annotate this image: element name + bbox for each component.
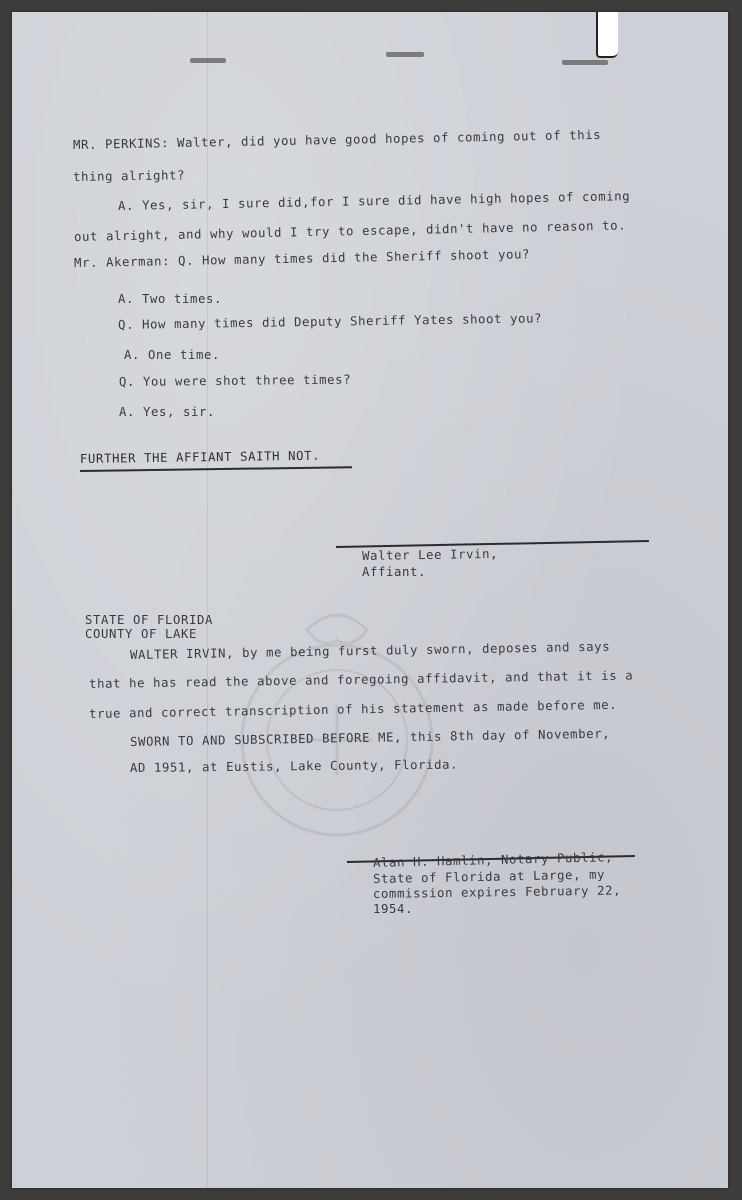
jurat-line: that he has read the above and foregoing affidavit, and that it is a — [88, 668, 634, 691]
transcript-line: out alright, and why would I try to escape, didn't have no reason to. — [73, 218, 627, 244]
notary-line: 1954. — [373, 902, 414, 916]
notary-line: State of Florida at Large, my — [372, 867, 606, 886]
closing-statement: FURTHER THE AFFIANT SAITH NOT. — [79, 448, 321, 466]
transcript-line: A. One time. — [124, 348, 221, 362]
notary-seal-emboss — [232, 590, 442, 860]
state-label: STATE OF FLORIDA — [85, 613, 214, 627]
notary-line: Alan H. Hamlin, Notary Public, — [372, 850, 614, 870]
jurat-line: true and correct transcription of his statement as made before me. — [88, 697, 618, 721]
document-page — [12, 12, 728, 1188]
closing-underline — [80, 466, 352, 472]
transcript-line: A. Yes, sir. — [119, 405, 216, 419]
jurat-line: AD 1951, at Eustis, Lake County, Florida. — [129, 757, 459, 775]
transcript-line: A. Yes, sir, I sure did,for I sure did have high hopes of coming — [117, 189, 631, 213]
torn-corner — [596, 12, 618, 58]
transcript-line: Mr. Akerman: Q. How many times did the Sheriff shoot you? — [73, 247, 531, 270]
transcript-line: Q. You were shot three times? — [118, 372, 352, 389]
affiant-title: Affiant. — [362, 565, 427, 579]
transcript-line: Q. How many times did Deputy Sheriff Yates shoot you? — [117, 311, 543, 332]
affiant-name: Walter Lee Irvin, — [361, 546, 499, 563]
punch-mark — [190, 58, 226, 63]
transcript-line: MR. PERKINS: Walter, did you have good hopes of coming out of this — [72, 127, 602, 152]
transcript-line: A. Two times. — [118, 292, 223, 306]
transcript-line: thing alright? — [72, 168, 186, 184]
county-label: COUNTY OF LAKE — [85, 627, 198, 641]
notary-line: commission expires February 22, — [372, 883, 622, 901]
jurat-line: SWORN TO AND SUBSCRIBED BEFORE ME, this 8th day of November, — [129, 726, 611, 749]
punch-mark — [562, 60, 608, 65]
punch-mark — [386, 52, 424, 57]
paper-fold-line — [207, 12, 208, 1188]
jurat-line: WALTER IRVIN, by me being furst duly sworn, deposes and says — [129, 639, 611, 662]
